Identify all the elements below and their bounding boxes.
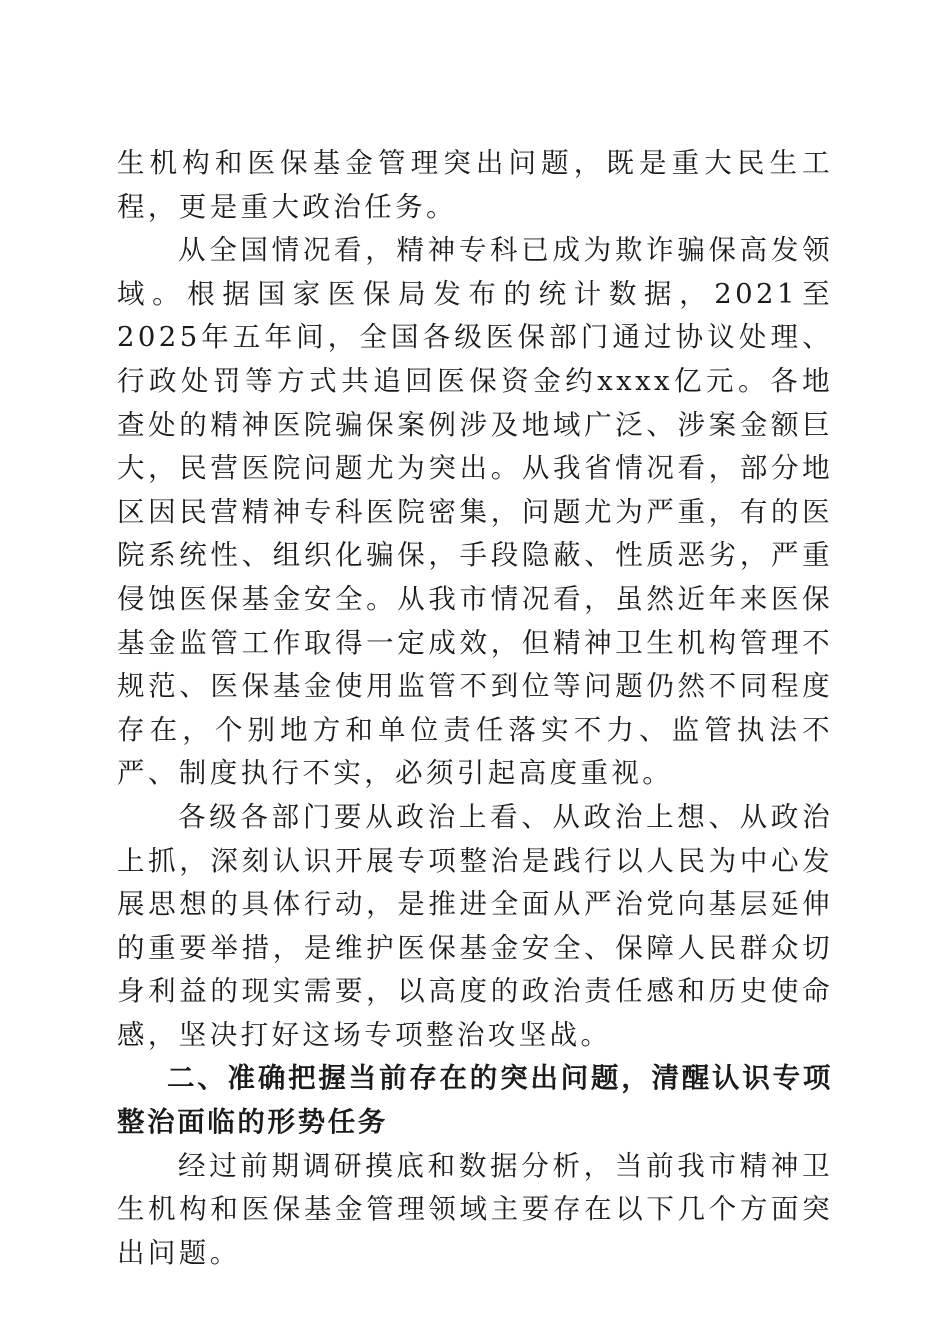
paragraph-political-requirements: 各级各部门要从政治上看、从政治上想、从政治上抓，深刻认识开展专项整治是践行以人民为中心发展思想的具体行动，是推进全面从严治党向基层延伸的重要举措，是维护医保基金安全、保障人民群众切身利益的现实需要，以高度的政治责任感和历史使命感，坚决打好这场专项整治攻坚战。 [117,800,833,1051]
document-page [117,142,833,1275]
section-heading-2: 二、准确把握当前存在的突出问题，清醒认识专项整治面临的形势任务 [117,1062,833,1139]
paragraph-continuation: 生机构和医保基金管理突出问题，既是重大民生工程，更是重大政治任务。 [117,147,833,223]
paragraph-problems-intro: 经过前期调研摸底和数据分析，当前我市精神卫生机构和医保基金管理领域主要存在以下几个方面突出问题。 [117,1149,833,1269]
paragraph-situation-analysis: 从全国情况看，精神专科已成为欺诈骗保高发领域。根据国家医保局发布的统计数据，2021至2025年五年间，全国各级医保部门通过协议处理、行政处罚等方式共追回医保资金约xxxx亿元。各地查处的精神医院骗保案例涉及地域广泛、涉案金额巨大，民营医院问题尤为突出。从我省情况看，部分地区因民营精神专科医院密集，问题尤为严重，有的医院系统性、组织化骗保，手段隐蔽、性质恶劣，严重侵蚀医保基金安全。从我市情况看，虽然近年来医保基金监管工作取得一定成效，但精神卫生机构管理不规范、医保基金使用监管不到位等问题仍然不同程度存在，个别地方和单位责任落实不力、监管执法不严、制度执行不实，必须引起高度重视。 [117,234,833,790]
